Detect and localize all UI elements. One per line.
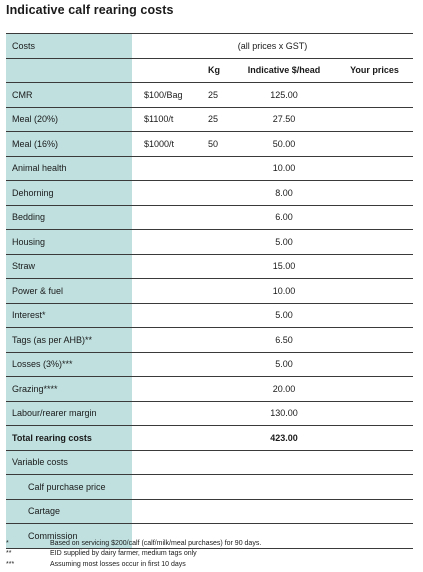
row-label: Tags (as per AHB)**: [6, 328, 132, 353]
row-label: Bedding: [6, 205, 132, 230]
table-row: [6, 401, 413, 426]
row-kg: [200, 254, 232, 279]
footnote: [6, 560, 261, 570]
footnote-mark: ***: [6, 560, 15, 568]
your-price-cell[interactable]: [336, 475, 413, 500]
costs-header: Costs: [6, 34, 132, 59]
row-label: Power & fuel: [6, 279, 132, 304]
row-unit-price: [132, 352, 200, 377]
row-kg: [200, 352, 232, 377]
footnote: [6, 539, 261, 549]
row-unit-price: $100/Bag: [132, 83, 200, 108]
row-kg: 25: [200, 83, 232, 108]
row-kg: 50: [200, 132, 232, 157]
row-unit-price: $1100/t: [132, 107, 200, 132]
row-label: Interest*: [6, 303, 132, 328]
your-price-cell[interactable]: [336, 352, 413, 377]
row-kg: [200, 181, 232, 206]
row-kg: [200, 279, 232, 304]
row-indicative-value: 125.00: [232, 83, 336, 108]
row-kg: [200, 303, 232, 328]
your-price-cell[interactable]: [336, 181, 413, 206]
row-unit-price: [132, 303, 200, 328]
row-indicative-value: 5.00: [232, 352, 336, 377]
variable-item-label: Commission: [6, 524, 132, 549]
variable-costs-label: Variable costs: [6, 450, 132, 475]
row-unit-price: [132, 254, 200, 279]
table-row: [6, 156, 413, 181]
row-indicative-value: 8.00: [232, 181, 336, 206]
your-price-cell[interactable]: [336, 254, 413, 279]
your-price-cell[interactable]: [336, 156, 413, 181]
row-unit-price: [132, 205, 200, 230]
variable-item-label: Calf purchase price: [6, 475, 132, 500]
table-row: [6, 181, 413, 206]
costs-table: [6, 33, 413, 549]
row-unit-price: [132, 181, 200, 206]
row-kg: [200, 377, 232, 402]
footnotes: [6, 539, 261, 570]
table-row: [6, 303, 413, 328]
header-row-1: [6, 34, 413, 59]
table-row: [6, 230, 413, 255]
row-unit-price: $1000/t: [132, 132, 200, 157]
your-price-cell[interactable]: [336, 279, 413, 304]
table-row: [6, 83, 413, 108]
row-unit-price: [132, 401, 200, 426]
total-row: [6, 426, 413, 451]
your-price-cell[interactable]: [336, 230, 413, 255]
your-price-cell[interactable]: [336, 401, 413, 426]
row-indicative-value: 5.00: [232, 303, 336, 328]
row-kg: [200, 230, 232, 255]
prices-note: (all prices x GST): [132, 34, 413, 59]
your-total-cell[interactable]: [336, 426, 413, 451]
row-unit-price: [132, 156, 200, 181]
your-prices-column-header: Your prices: [336, 58, 413, 83]
total-label: Total rearing costs: [6, 426, 132, 451]
row-kg: [200, 401, 232, 426]
your-price-cell[interactable]: [336, 303, 413, 328]
page-title: Indicative calf rearing costs: [6, 3, 174, 17]
your-price-cell[interactable]: [336, 499, 413, 524]
row-unit-price: [132, 230, 200, 255]
footnote-mark: **: [6, 550, 12, 558]
indicative-column-header: Indicative $/head: [232, 58, 336, 83]
total-value: 423.00: [232, 426, 336, 451]
row-indicative-value: 5.00: [232, 230, 336, 255]
row-indicative-value: 130.00: [232, 401, 336, 426]
table-row: [6, 254, 413, 279]
row-indicative-value: 20.00: [232, 377, 336, 402]
table-row: [6, 205, 413, 230]
your-price-cell[interactable]: [336, 83, 413, 108]
row-label: Meal (20%): [6, 107, 132, 132]
table-row: [6, 352, 413, 377]
row-kg: 25: [200, 107, 232, 132]
footnote-text: Based on servicing $200/calf (calf/milk/meal purchases) for 90 days.: [50, 540, 262, 547]
row-label: CMR: [6, 83, 132, 108]
row-label: Animal health: [6, 156, 132, 181]
row-indicative-value: 50.00: [232, 132, 336, 157]
your-price-cell[interactable]: [336, 328, 413, 353]
table-row: [6, 377, 413, 402]
row-indicative-value: 10.00: [232, 279, 336, 304]
footnote-text: EID supplied by dairy farmer, medium tags only: [50, 550, 197, 558]
row-label: Dehorning: [6, 181, 132, 206]
row-kg: [200, 328, 232, 353]
row-indicative-value: 6.00: [232, 205, 336, 230]
your-price-cell[interactable]: [336, 205, 413, 230]
row-label: Labour/rearer margin: [6, 401, 132, 426]
table-row: [6, 132, 413, 157]
row-label: Losses (3%)***: [6, 352, 132, 377]
table-row: [6, 279, 413, 304]
table-row: [6, 328, 413, 353]
row-unit-price: [132, 377, 200, 402]
row-unit-price: [132, 279, 200, 304]
variable-costs-row: [6, 450, 413, 475]
row-label: Meal (16%): [6, 132, 132, 157]
row-indicative-value: 10.00: [232, 156, 336, 181]
row-indicative-value: 6.50: [232, 328, 336, 353]
row-unit-price: [132, 328, 200, 353]
variable-item-label: Cartage: [6, 499, 132, 524]
row-label: Housing: [6, 230, 132, 255]
row-kg: [200, 156, 232, 181]
your-price-cell[interactable]: [336, 107, 413, 132]
variable-item-row: [6, 499, 413, 524]
row-label: Straw: [6, 254, 132, 279]
row-label: Grazing****: [6, 377, 132, 402]
row-indicative-value: 15.00: [232, 254, 336, 279]
footnote-mark: *: [6, 540, 9, 547]
header-row-2: [6, 58, 413, 83]
table-row: [6, 107, 413, 132]
your-price-cell[interactable]: [336, 132, 413, 157]
footnote: [6, 549, 261, 559]
your-price-cell[interactable]: [336, 524, 413, 549]
row-indicative-value: 27.50: [232, 107, 336, 132]
footnote-text: Assuming most losses occur in first 10 days: [50, 560, 186, 568]
your-price-cell[interactable]: [336, 377, 413, 402]
variable-item-row: [6, 475, 413, 500]
row-kg: [200, 205, 232, 230]
kg-column-header: Kg: [200, 58, 232, 83]
